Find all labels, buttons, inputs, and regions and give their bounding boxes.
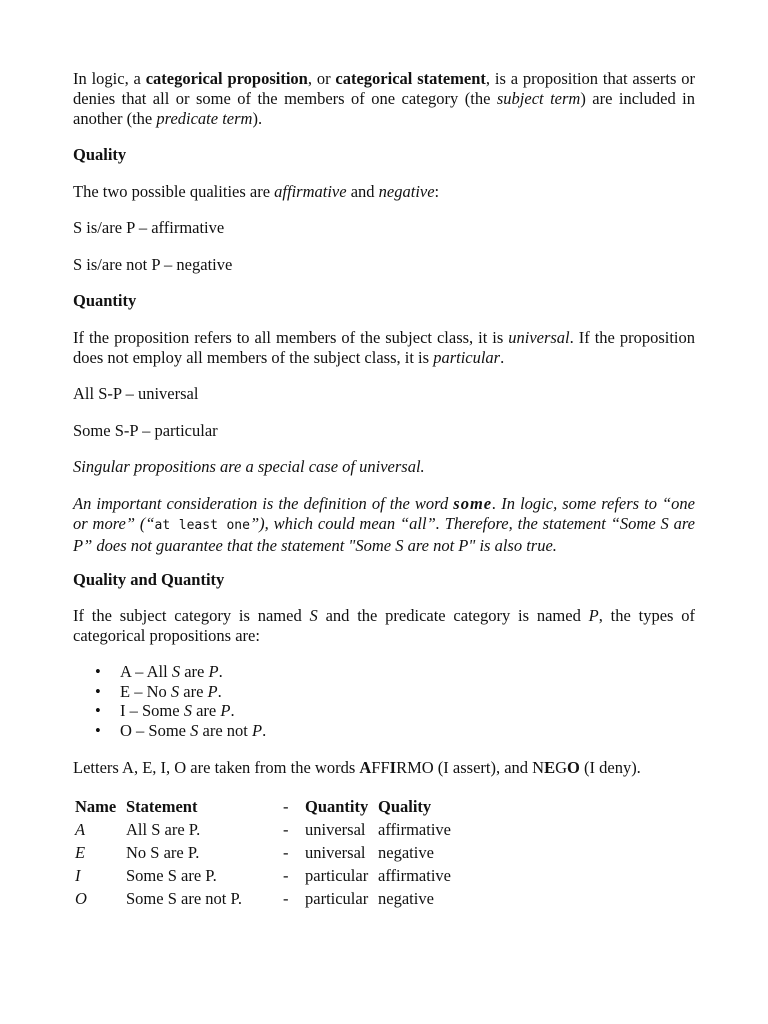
cell-quality: negative [378,889,434,908]
bullet-icon: • [95,662,101,681]
name-letter: A [75,820,86,839]
proposition-table [75,797,451,912]
quantity-text-c: . [500,348,505,367]
heading-quality: Quality [73,145,127,164]
quantity-text-a: If the proposition refers to all members of the subject class, it is [73,328,509,347]
header-dash: - [283,797,289,816]
some-note-text-a: An important consideration is the definition of the word [73,494,454,513]
item-text: are not [198,720,252,740]
cell-statement: Some S are P. [126,866,217,885]
intro-text-4: ) are included in another (the [73,89,695,128]
cell-quantity: particular [305,866,369,885]
intro-paragraph [73,69,695,129]
cell-statement: No S are P. [126,843,200,862]
item-text: are [191,701,221,720]
cell-name [75,843,126,866]
table-row [75,843,451,866]
item-text: I – Some [120,701,184,720]
cell-quality: affirmative [378,820,451,839]
name-letter: E [75,843,86,862]
cell-quantity: universal [305,820,366,839]
symbol-s: S [183,701,192,720]
bullet-icon: • [95,681,101,701]
nego-part: O [567,758,580,777]
item-text: O – Some [120,720,191,740]
cell-dash: - [283,843,289,862]
table-row [75,889,451,912]
header-quantity: Quantity [305,797,369,816]
symbol-s: S [170,681,180,701]
name-letter: I [75,866,81,885]
letters-text-b: (I assert), and N [433,758,545,777]
nego-part: G [555,758,568,777]
cell-dash: - [283,866,289,885]
symbol-s: S [171,662,181,681]
symbol-p: P [588,606,599,625]
singular-note-text: Singular propositions are a special case of universal. [73,457,425,476]
quality-text-b: and [346,182,379,201]
term-affirmative: affirmative [274,182,347,201]
types-text-a: If the subject category is named [73,606,310,625]
cell-quality: negative [378,843,434,862]
bullet-icon: • [95,720,101,740]
quantity-line-particular: Some S-P – particular [73,421,218,440]
item-text: . [262,720,267,740]
item-text: are [180,662,209,681]
cell-name [75,889,126,912]
some-note-text-b: . In logic, some refers to “one or more” (“ [73,494,696,533]
cell-name [75,820,126,843]
affirmo-part: I [389,758,397,777]
item-text: E – No [120,681,171,701]
quality-paragraph [73,182,695,202]
table-row [75,820,451,843]
some-note-text-c: ”), which could mean “all”. Therefore, the statement “Some S are P” does not guarantee that the statement "Some S are not P" is also true. [73,514,695,555]
types-intro-paragraph [73,606,695,646]
quality-line-negative: S is/are not P – negative [73,255,233,274]
table-row [75,866,451,889]
bullet-icon: • [95,701,101,720]
quantity-line-universal: All S-P – universal [73,384,199,403]
affirmo-part: FF [371,758,390,777]
name-letter: O [75,889,87,908]
symbol-p: P [207,681,218,701]
quantity-paragraph [73,328,695,368]
item-text: A – All [120,662,172,681]
types-text-c: , the types of categorical propositions are: [73,606,696,645]
intro-text-5: ). [252,109,263,128]
cell-dash: - [283,889,289,908]
header-name: Name [75,797,117,816]
item-text: . [217,681,222,701]
symbol-s: S [309,606,318,625]
term-particular: particular [433,348,501,367]
affirmo-part: RMO [396,758,434,777]
cell-quantity: particular [305,889,369,908]
heading-quality-and-quantity: Quality and Quantity [73,570,225,589]
header-statement: Statement [126,797,198,816]
header-quality: Quality [378,797,432,816]
quality-text-a: The two possible qualities are [73,182,275,201]
symbol-p: P [220,701,231,720]
symbol-p: P [251,720,263,740]
intro-text-1: In logic, a [73,69,146,88]
item-text: . [218,662,223,681]
letters-origin-paragraph [73,758,695,778]
term-predicate-term: predicate term [156,109,253,128]
quantity-text-b: . If the proposition does not employ all members of the subject class, it is [73,328,695,367]
types-text-b: and the predicate category is named [317,606,589,625]
intro-text-3: , is a proposition that asserts or denies that all or some of the members of one category (the [73,69,695,108]
letters-text-a: Letters A, E, I, O are taken from the words [73,758,360,777]
letters-text-c: (I deny). [579,758,641,777]
symbol-s: S [190,720,199,740]
term-subject-term: subject term [496,89,581,108]
term-negative: negative [378,182,435,201]
list-item [73,721,695,741]
intro-text-2: , or [307,69,336,88]
proposition-types-list [73,662,695,740]
cell-statement: All S are P. [126,820,201,839]
affirmo-part: A [359,758,372,777]
term-universal: universal [508,328,570,347]
nego-part: E [544,758,556,777]
quality-line-affirmative: S is/are P – affirmative [73,218,225,237]
cell-quality: affirmative [378,866,451,885]
item-text: are [179,681,208,701]
list-item [73,701,695,721]
list-item [73,662,695,682]
cell-dash: - [283,820,289,839]
some-note-paragraph [73,494,695,556]
term-categorical-statement: categorical statement [335,69,486,88]
cell-quantity: universal [305,843,366,862]
cell-name [75,866,126,889]
table-header-row [75,797,451,820]
item-text: . [230,701,235,720]
term-categorical-proposition: categorical proposition [145,69,308,88]
quality-text-c: : [434,182,440,201]
some-note-mono: at least one [154,518,250,533]
list-item [73,682,695,702]
singular-note [73,457,695,477]
symbol-p: P [208,662,219,681]
cell-statement: Some S are not P. [126,889,242,908]
heading-quantity: Quantity [73,291,137,310]
term-some: some [453,494,493,513]
